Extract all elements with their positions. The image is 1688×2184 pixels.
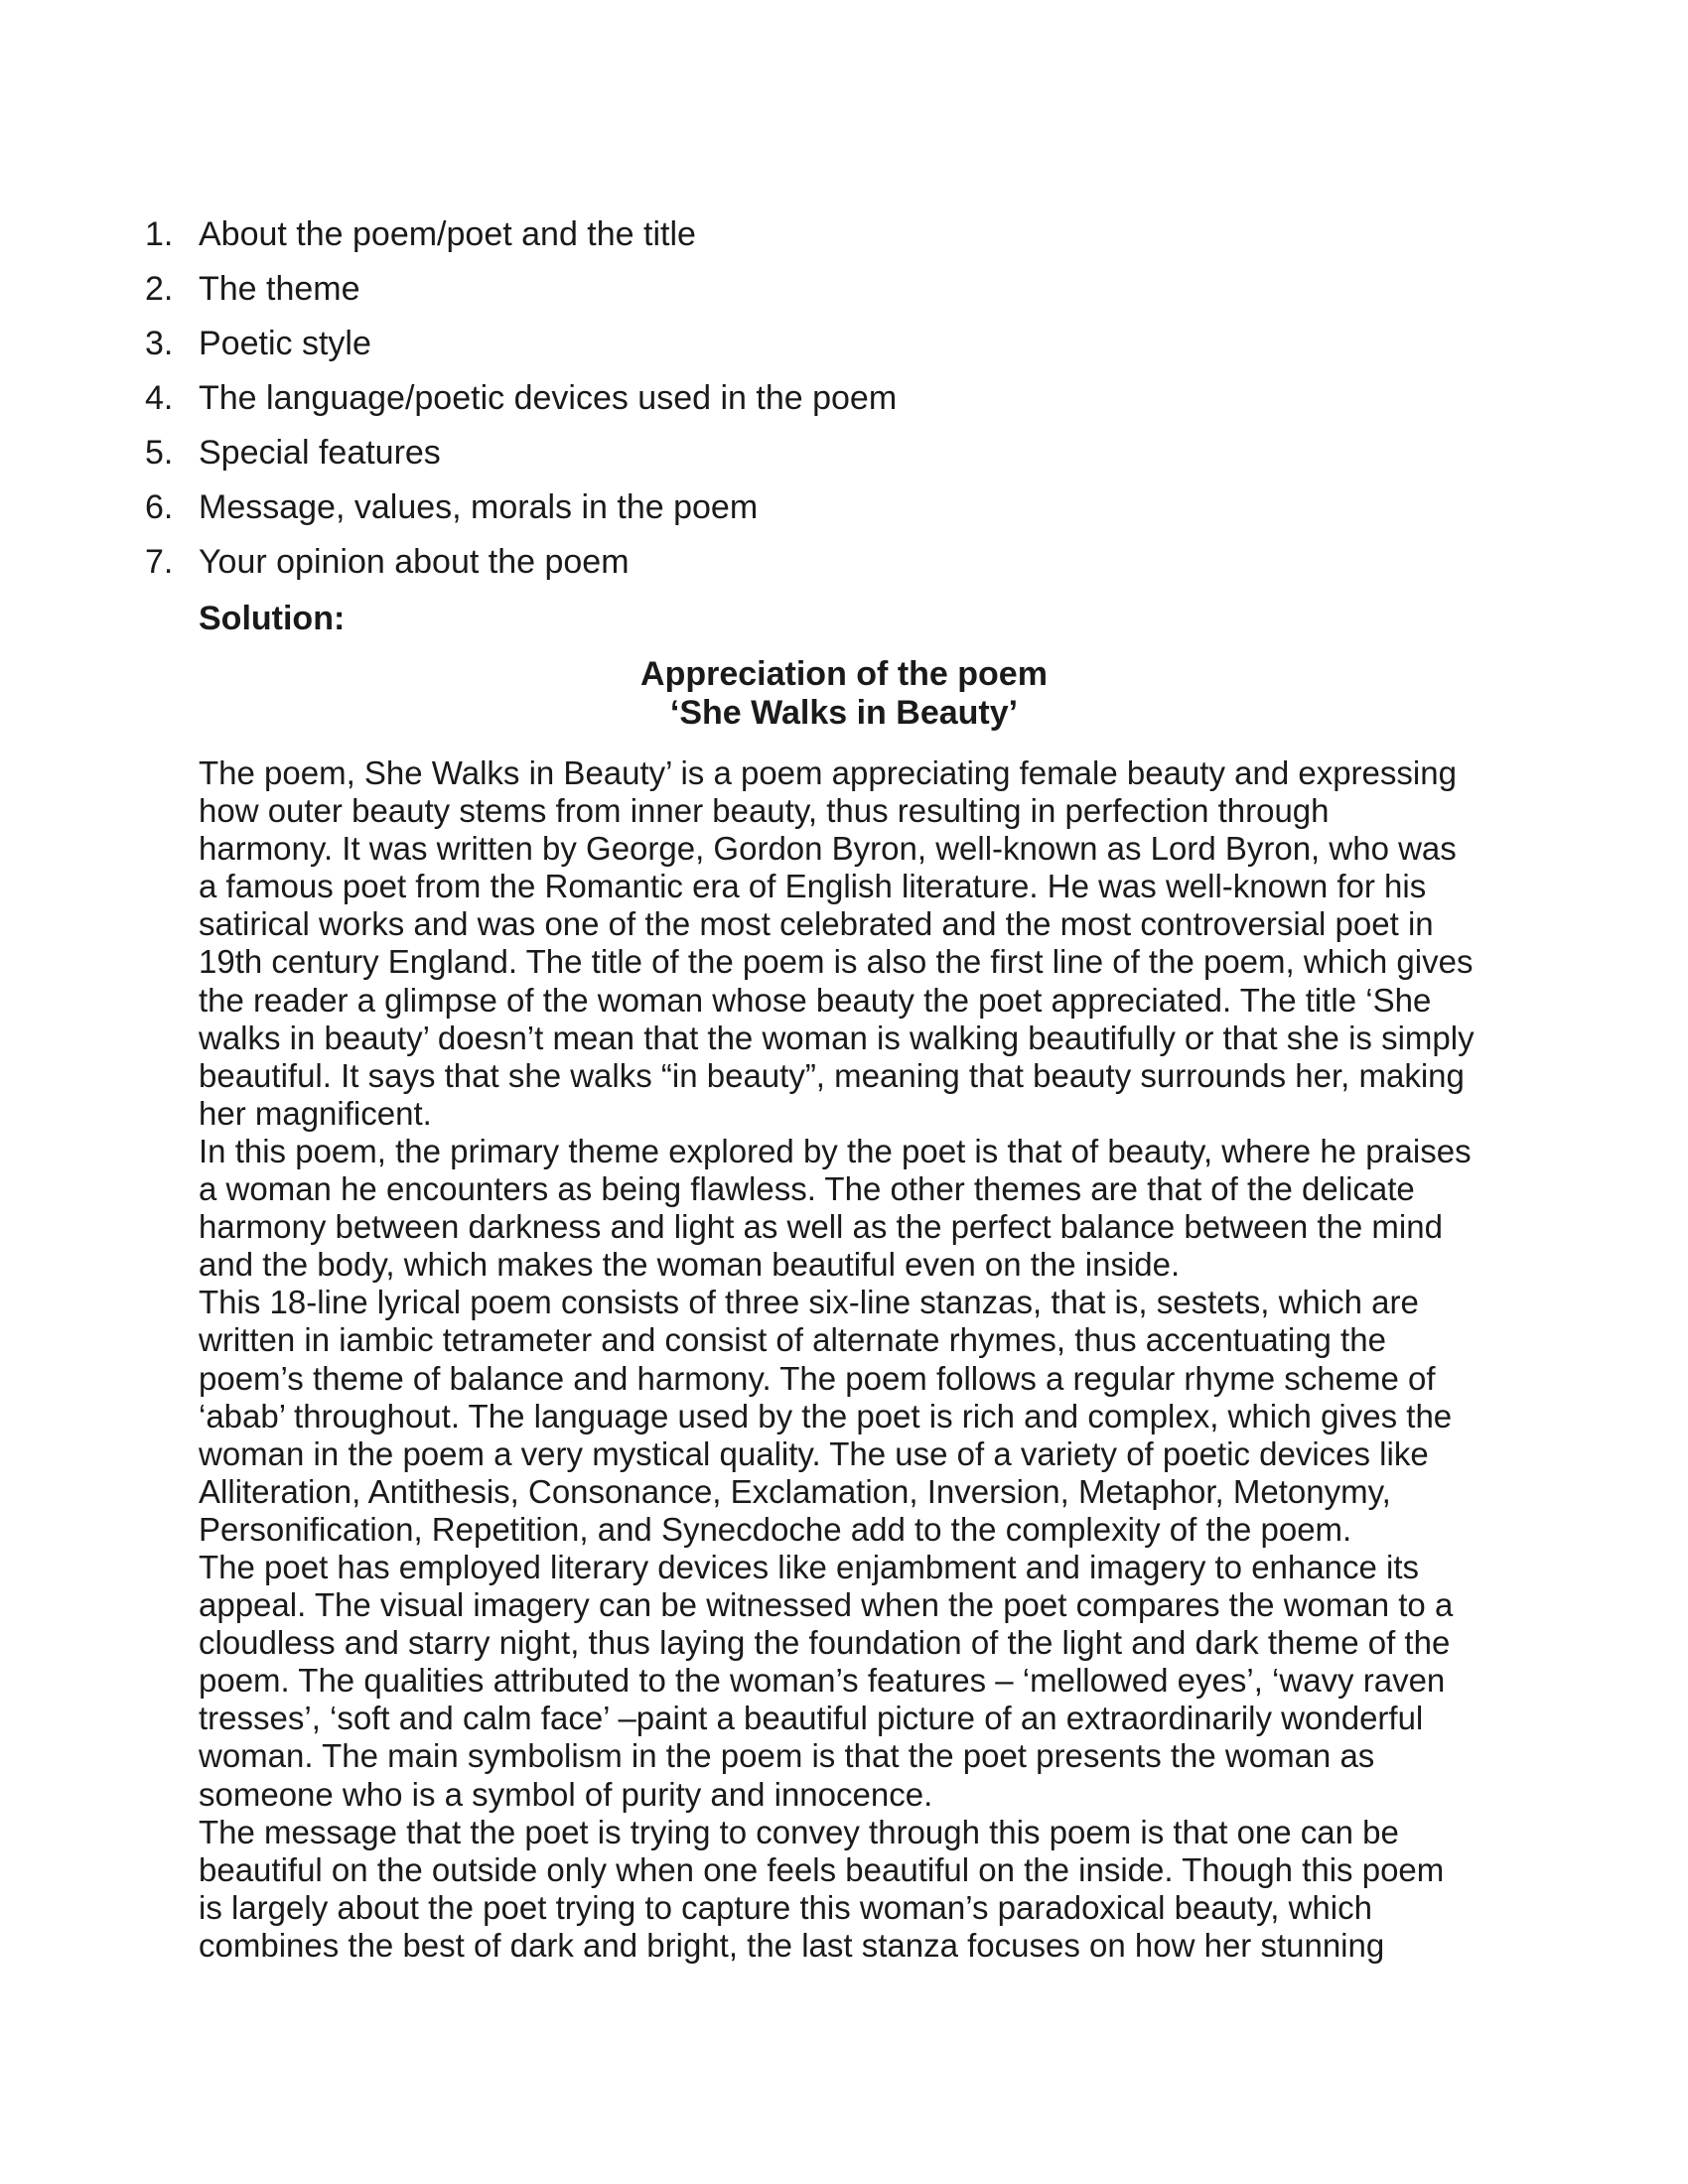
list-item-text: About the poem/poet and the title <box>199 215 696 253</box>
text-line: and the body, which makes the woman beautiful even on the inside. <box>199 1246 1181 1284</box>
list-item-number: 7. <box>145 543 174 581</box>
text-line: a woman he encounters as being flawless. The other themes are that of the delicate <box>199 1170 1415 1208</box>
text-line: Personification, Repetition, and Synecdoche add to the complexity of the poem. <box>199 1510 1352 1548</box>
text-line: is largely about the poet trying to capture this woman’s paradoxical beauty, which <box>199 1888 1372 1926</box>
list-item-number: 1. <box>145 215 174 253</box>
text-line: The poem, She Walks in Beauty’ is a poem appreciating female beauty and expressing <box>199 754 1457 791</box>
text-line: poem’s theme of balance and harmony. The poem follows a regular rhyme scheme of <box>199 1359 1436 1397</box>
list-item-number: 3. <box>145 325 174 362</box>
text-line: the reader a glimpse of the woman whose beauty the poet appreciated. The title ‘She <box>199 981 1432 1019</box>
list-item-text: Special features <box>199 434 441 472</box>
text-line: cloudless and starry night, thus laying the foundation of the light and dark theme of the <box>199 1624 1451 1662</box>
list-item-text: Your opinion about the poem <box>199 543 630 581</box>
list-item-text: Poetic style <box>199 325 371 362</box>
text-line: 19th century England. The title of the poem is also the first line of the poem, which gives <box>199 943 1474 981</box>
text-line: harmony. It was written by George, Gordon Byron, well-known as Lord Byron, who was <box>199 830 1457 868</box>
appreciation-heading <box>199 655 1489 733</box>
solution-label: Solution: <box>199 600 346 637</box>
text-line: This 18-line lyrical poem consists of three six-line stanzas, that is, sestets, which are <box>199 1284 1419 1321</box>
text-line: poem. The qualities attributed to the woman’s features – ‘mellowed eyes’, ‘wavy raven <box>199 1662 1446 1700</box>
text-line: In this poem, the primary theme explored by the poet is that of beauty, where he praises <box>199 1132 1472 1169</box>
text-line: Alliteration, Antithesis, Consonance, Exclamation, Inversion, Metaphor, Metonymy, <box>199 1472 1391 1510</box>
text-line: harmony between darkness and light as well as the perfect balance between the mind <box>199 1208 1443 1246</box>
text-line: The poet has employed literary devices like enjambment and imagery to enhance its <box>199 1548 1419 1585</box>
list-item-number: 2. <box>145 270 174 308</box>
text-line: a famous poet from the Romantic era of English literature. He was well-known for his <box>199 868 1427 905</box>
text-line: beautiful. It says that she walks “in beauty”, meaning that beauty surrounds her, making <box>199 1056 1465 1094</box>
text-line: woman in the poem a very mystical quality. The use of a variety of poetic devices like <box>199 1434 1429 1472</box>
text-line: woman. The main symbolism in the poem is that the poet presents the woman as <box>199 1737 1375 1775</box>
text-line: satirical works and was one of the most celebrated and the most controversial poet in <box>199 905 1434 943</box>
text-line: appeal. The visual imagery can be witnessed when the poet compares the woman to a <box>199 1586 1454 1624</box>
text-line: her magnificent. <box>199 1094 432 1132</box>
text-line: The message that the poet is trying to convey through this poem is that one can be <box>199 1813 1399 1850</box>
list-item-number: 6. <box>145 488 174 526</box>
text-line: combines the best of dark and bright, the last stanza focuses on how her stunning <box>199 1926 1385 1964</box>
text-line: ‘abab’ throughout. The language used by the poet is rich and complex, which gives the <box>199 1397 1453 1434</box>
text-line: how outer beauty stems from inner beauty, thus resulting in perfection through <box>199 792 1330 830</box>
appreciation-body-text <box>199 754 1499 1965</box>
list-item-text: Message, values, morals in the poem <box>199 488 759 526</box>
heading-line-1: Appreciation of the poem <box>640 655 1048 693</box>
text-line: tresses’, ‘soft and calm face’ –paint a beautiful picture of an extraordinarily wonderful <box>199 1700 1424 1737</box>
text-line: written in iambic tetrameter and consist of alternate rhymes, thus accentuating the <box>199 1321 1386 1359</box>
text-line: someone who is a symbol of purity and innocence. <box>199 1775 933 1813</box>
list-item-number: 4. <box>145 379 174 417</box>
list-item-text: The theme <box>199 270 360 308</box>
list-item-number: 5. <box>145 434 174 472</box>
list-item-text: The language/poetic devices used in the poem <box>199 379 898 417</box>
text-line: beautiful on the outside only when one feels beautiful on the inside. Though this poem <box>199 1850 1445 1888</box>
heading-line-2: ‘She Walks in Beauty’ <box>669 694 1019 732</box>
text-line: walks in beauty’ doesn’t mean that the woman is walking beautifully or that she is simply <box>199 1019 1475 1056</box>
